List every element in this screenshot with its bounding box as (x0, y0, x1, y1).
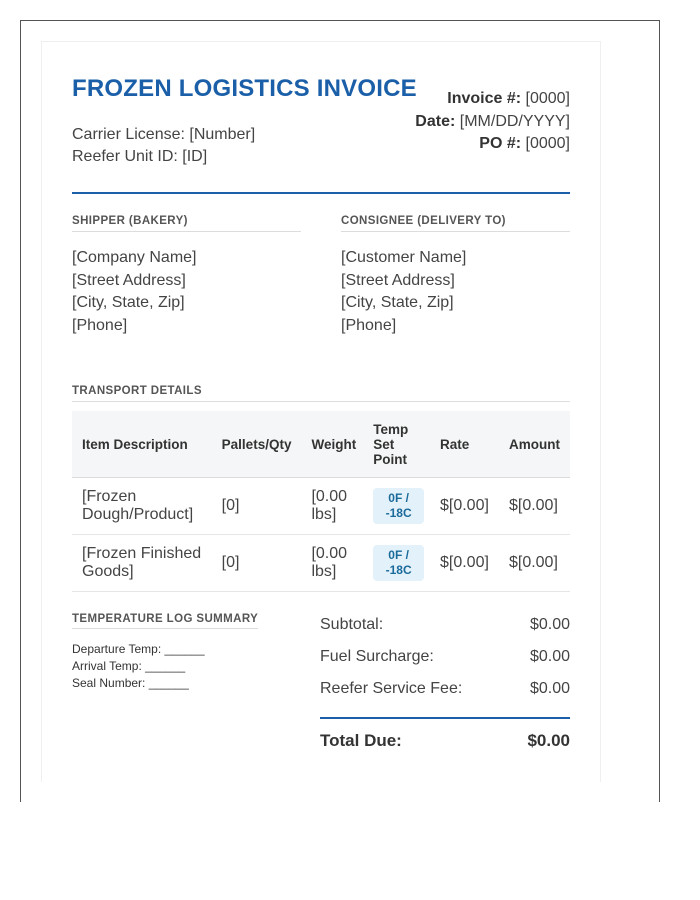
shipper-line: [Street Address] (72, 271, 186, 289)
item-qty: [0] (212, 535, 302, 592)
item-description: [Frozen Dough/Product] (72, 478, 212, 535)
column-header: Temp Set Point (367, 411, 430, 478)
item-weight: [0.00 lbs] (301, 478, 367, 535)
totals-block (320, 616, 570, 761)
temperature-log-heading: TEMPERATURE LOG SUMMARY (72, 613, 258, 629)
column-header: Pallets/Qty (212, 411, 302, 478)
fuel-surcharge-row (320, 648, 570, 680)
temperature-log (72, 641, 205, 692)
arrival-temp: Arrival Temp: ______ (72, 659, 186, 673)
column-header: Weight (301, 411, 367, 478)
item-temp (367, 535, 430, 592)
total-due-label: Total Due: (320, 731, 402, 750)
shipper-line: [Phone] (72, 316, 128, 334)
subtotal-row (320, 616, 570, 648)
item-qty: [0] (212, 478, 302, 535)
table-row (72, 478, 570, 535)
reefer-unit-id: Reefer Unit ID: [ID] (72, 148, 208, 165)
item-weight: [0.00 lbs] (301, 535, 367, 592)
item-rate: $[0.00] (430, 535, 499, 592)
column-header: Item Description (72, 411, 212, 478)
fuel-surcharge-label: Fuel Surcharge: (320, 648, 434, 665)
item-description: [Frozen Finished Goods] (72, 535, 212, 592)
shipper-heading: SHIPPER (BAKERY) (72, 215, 301, 232)
invoice-number-value: [0000] (525, 90, 570, 107)
subtotal-value: $0.00 (529, 616, 570, 633)
consignee-heading: CONSIGNEE (DELIVERY TO) (341, 215, 570, 232)
item-rate: $[0.00] (430, 478, 499, 535)
invoice-sheet (41, 41, 601, 782)
consignee-line: [Customer Name] (341, 249, 467, 266)
carrier-license: Carrier License: [Number] (72, 126, 256, 143)
consignee-address (341, 247, 466, 337)
consignee-line: [Street Address] (341, 271, 455, 289)
table-row (72, 535, 570, 592)
temp-badge: 0F / -18C (373, 545, 424, 581)
shipper-line: [City, State, Zip] (72, 294, 185, 311)
departure-temp: Departure Temp: ______ (72, 642, 205, 656)
item-temp (367, 478, 430, 535)
invoice-meta (415, 88, 570, 156)
invoice-date-label: Date: (415, 112, 456, 130)
po-number-value: [0000] (525, 135, 570, 152)
total-due-row (320, 731, 570, 761)
reefer-fee-label: Reefer Service Fee: (320, 680, 463, 697)
carrier-info (72, 124, 255, 168)
invoice-title: FROZEN LOGISTICS INVOICE (72, 75, 417, 102)
transport-heading: TRANSPORT DETAILS (72, 385, 570, 402)
invoice-number (415, 88, 570, 111)
total-due-value: $0.00 (527, 731, 570, 750)
header-divider (72, 192, 570, 194)
fuel-surcharge-value: $0.00 (529, 648, 570, 665)
invoice-number-label: Invoice #: (447, 90, 522, 107)
consignee-line: [Phone] (341, 316, 397, 334)
reefer-fee-row (320, 680, 570, 712)
transport-table (72, 411, 570, 592)
item-amount: $[0.00] (499, 535, 570, 592)
invoice-date-value: [MM/DD/YYYY] (459, 112, 570, 130)
column-header: Amount (499, 411, 570, 478)
invoice-date (415, 111, 570, 134)
po-number (415, 133, 570, 156)
shipper-line: [Company Name] (72, 249, 197, 266)
seal-number: Seal Number: ______ (72, 676, 189, 690)
consignee-line: [City, State, Zip] (341, 294, 454, 311)
subtotal-label: Subtotal: (320, 616, 384, 633)
temp-badge: 0F / -18C (373, 488, 424, 524)
po-number-label: PO #: (479, 135, 522, 152)
total-divider (320, 717, 570, 719)
item-amount: $[0.00] (499, 478, 570, 535)
reefer-fee-value: $0.00 (529, 680, 570, 697)
shipper-address (72, 247, 197, 337)
table-header-row (72, 411, 570, 478)
column-header: Rate (430, 411, 499, 478)
